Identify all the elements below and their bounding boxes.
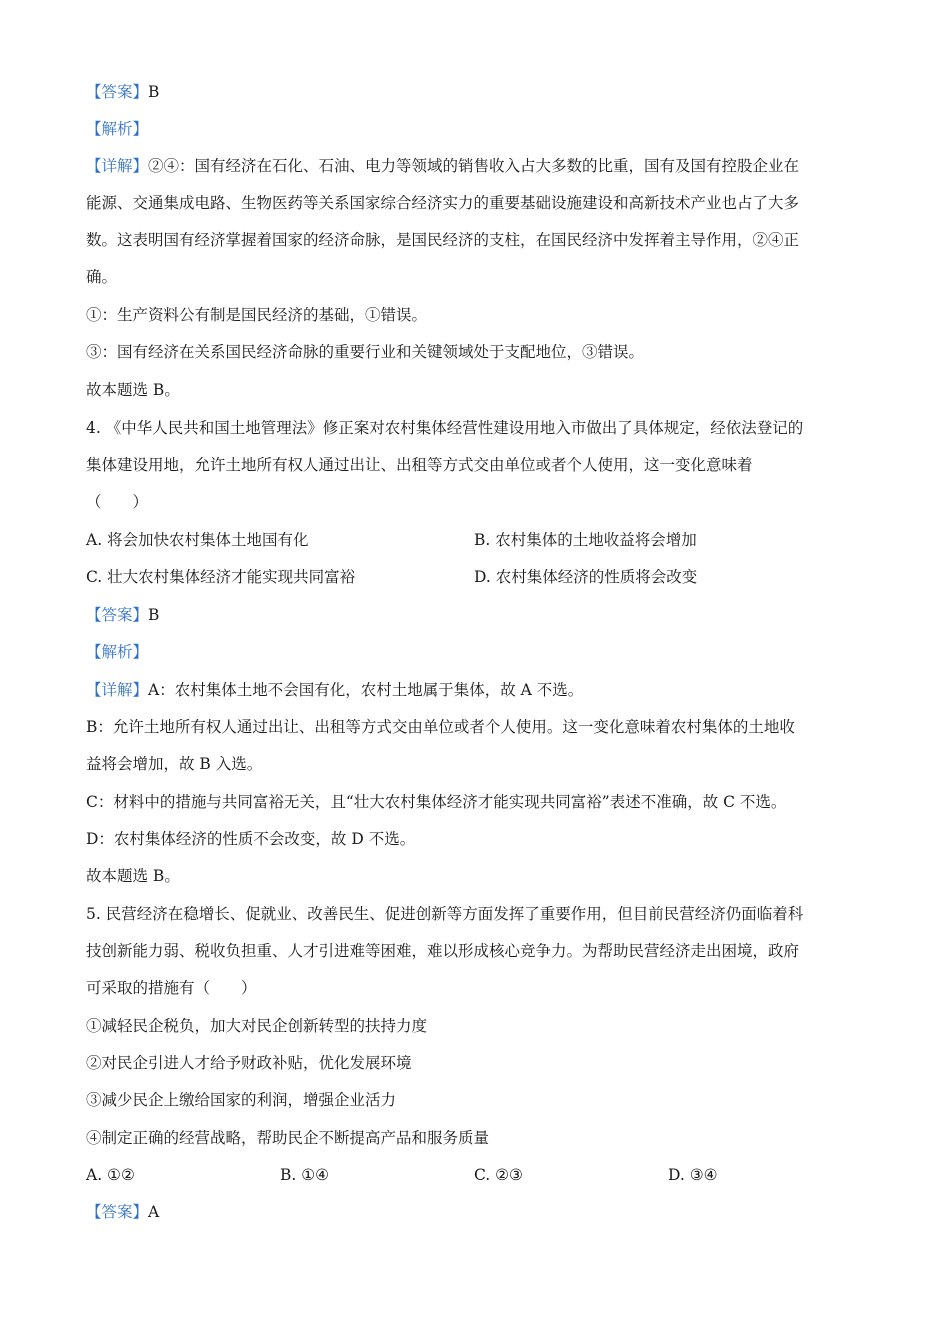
q3-note-2: ③：国有经济在关系国民经济命脉的重要行业和关键领域处于支配地位，③错误。 bbox=[86, 343, 645, 361]
answer-tag: 【答案】 bbox=[86, 606, 149, 624]
q4-conclusion: 故本题选 B。 bbox=[86, 867, 180, 885]
q5-option-d: D. ③④ bbox=[668, 1166, 718, 1184]
answer-value: B bbox=[148, 83, 160, 101]
q4-answer bbox=[86, 605, 159, 625]
q5-option-c: C. ②③ bbox=[474, 1166, 523, 1184]
q5-stem-line-3: 可采取的措施有（ ） bbox=[86, 979, 257, 997]
q3-detail-line-1 bbox=[86, 156, 799, 176]
answer-value: A bbox=[148, 1203, 160, 1221]
detail-tag: 【详解】 bbox=[86, 157, 149, 175]
q5-stem-line-2: 技创新能力弱、税收负担重、人才引进难等困难，难以形成核心竞争力。为帮助民营经济走出困境，政府 bbox=[86, 942, 800, 960]
q5-item-3: ③减少民企上缴给国家的利润，增强企业活力 bbox=[86, 1091, 397, 1109]
q4-stem-line-2: 集体建设用地，允许土地所有权人通过出让、出租等方式交由单位或者个人使用，这一变化意味着 bbox=[86, 456, 753, 474]
answer-value: B bbox=[148, 606, 160, 624]
q5-answer bbox=[86, 1202, 159, 1222]
detail-tag: 【详解】 bbox=[86, 681, 149, 699]
q3-detail-line-3: 数。这表明国有经济掌握着国家的经济命脉，是国民经济的支柱，在国民经济中发挥着主导作用，②④正 bbox=[86, 231, 800, 249]
q4-detail-c: C：材料中的措施与共同富裕无关，且“壮大农村集体经济才能实现共同富裕”表述不准确，故 C 不选。 bbox=[86, 793, 787, 811]
q3-detail-line-4: 确。 bbox=[86, 268, 118, 286]
q4-detail-a bbox=[86, 680, 583, 700]
answer-tag: 【答案】 bbox=[86, 1203, 149, 1221]
q3-note-1: ①：生产资料公有制是国民经济的基础，①错误。 bbox=[86, 306, 428, 324]
q4-detail-b-line-2: 益将会增加，故 B 入选。 bbox=[86, 755, 263, 773]
q4-stem-line-1: 4. 《中华人民共和国土地管理法》修正案对农村集体经营性建设用地入市做出了具体规定，经依法登记的 bbox=[86, 419, 804, 437]
q4-detail-b-line-1: B：允许土地所有权人通过出让、出租等方式交由单位或者个人使用。这一变化意味着农村集体的土地收 bbox=[86, 718, 795, 736]
q3-detail-line-2: 能源、交通集成电路、生物医药等关系国家综合经济实力的重要基础设施建设和高新技术产业也占了大多 bbox=[86, 194, 800, 212]
q4-option-d: D. 农村集体经济的性质将会改变 bbox=[474, 568, 698, 586]
q4-option-c: C. 壮大农村集体经济才能实现共同富裕 bbox=[86, 568, 356, 586]
q4-detail-d: D：农村集体经济的性质不会改变，故 D 不选。 bbox=[86, 830, 416, 848]
answer-tag: 【答案】 bbox=[86, 83, 149, 101]
q4-analysis-tag: 【解析】 bbox=[86, 643, 149, 661]
q5-stem-line-1: 5. 民营经济在稳增长、促就业、改善民生、促进创新等方面发挥了重要作用，但目前民营经济仍面临着科 bbox=[86, 905, 804, 923]
q4-option-b: B. 农村集体的土地收益将会增加 bbox=[474, 531, 697, 549]
q3-analysis-tag: 【解析】 bbox=[86, 120, 149, 138]
q5-option-b: B. ①④ bbox=[280, 1166, 330, 1184]
q4-stem-line-3: （ ） bbox=[86, 493, 149, 511]
q5-item-1: ①减轻民企税负，加大对民企创新转型的扶持力度 bbox=[86, 1017, 428, 1035]
q5-item-4: ④制定正确的经营战略，帮助民企不断提高产品和服务质量 bbox=[86, 1129, 490, 1147]
q3-answer bbox=[86, 82, 159, 102]
detail-text: A：农村集体土地不会国有化，农村土地属于集体，故 A 不选。 bbox=[148, 681, 584, 699]
q5-option-a: A. ①② bbox=[86, 1166, 135, 1184]
q4-option-a: A. 将会加快农村集体土地国有化 bbox=[86, 531, 309, 549]
detail-text: ②④：国有经济在石化、石油、电力等领域的销售收入占大多数的比重，国有及国有控股企业在 bbox=[148, 157, 800, 175]
q5-item-2: ②对民企引进人才给予财政补贴，优化发展环境 bbox=[86, 1054, 412, 1072]
q3-conclusion: 故本题选 B。 bbox=[86, 381, 180, 399]
